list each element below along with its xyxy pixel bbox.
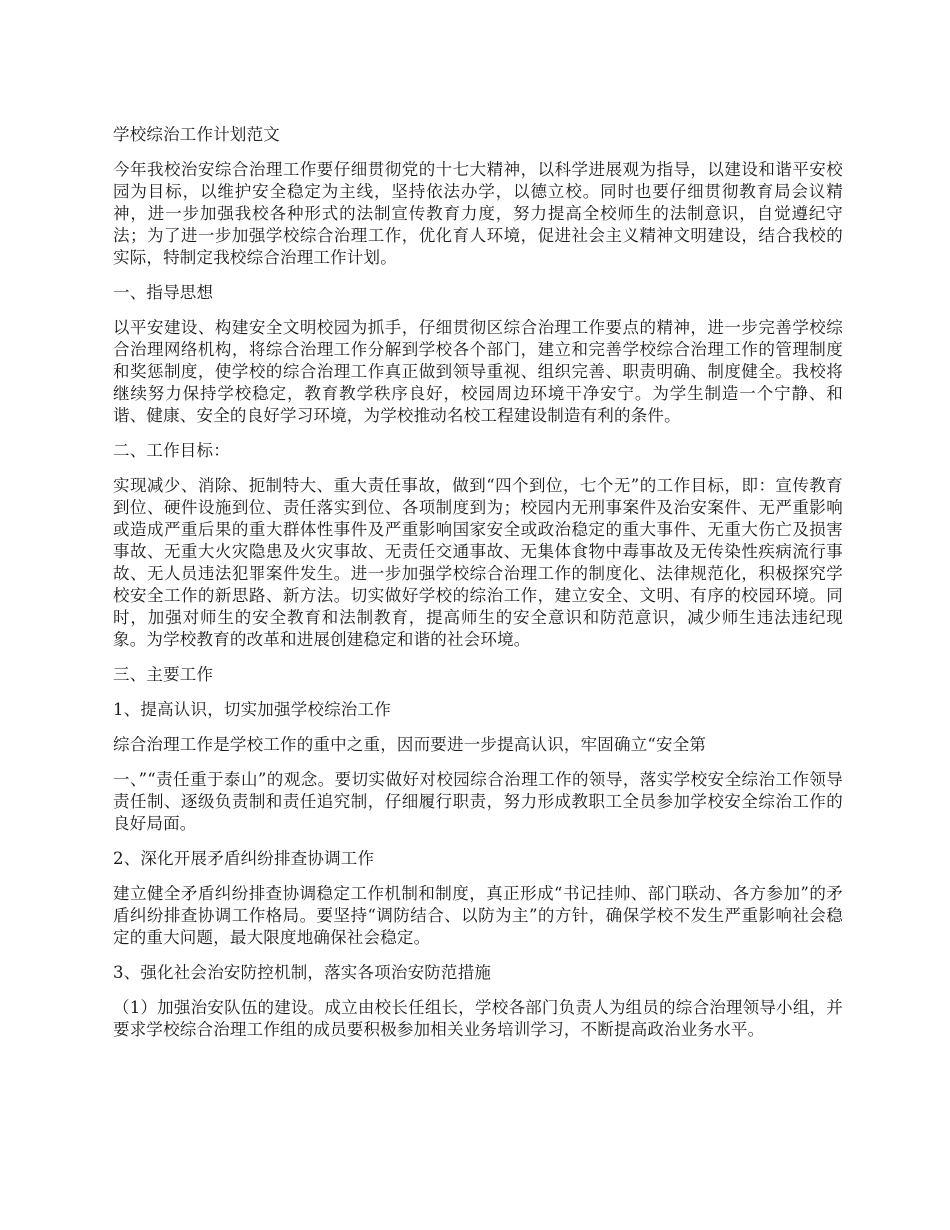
dispute-resolution-paragraph: 建立健全矛盾纠纷排查协调稳定工作机制和制度，真正形成“书记挂帅、部门联动、各方参加”的矛盾纠纷排查协调工作格局。要坚持“调防结合、以防为主”的方针，确保学校不发生严重影响社会稳定的重大问题，最大限度地确保社会稳定。 — [113, 884, 843, 947]
security-team-paragraph: （1）加强治安队伍的建设。成立由校长任组长，学校各部门负责人为组员的综合治理领导小组，并要求学校综合治理工作组的成员要积极参加相关业务培训学习，不断提高政治业务水平。 — [113, 998, 843, 1039]
raise-awareness-paragraph-2: 一、”“责任重于泰山”的观念。要切实做好对校园综合治理工作的领导，落实学校安全综治工作领导责任制、逐级负责制和责任追究制，仔细履行职责，努力形成教职工全员参加学校安全综治工作的良好局面。 — [113, 770, 843, 833]
subheading-security-prevention: 3、强化社会治安防控机制，落实各项治安防范措施 — [113, 963, 492, 982]
intro-paragraph: 今年我校治安综合治理工作要仔细贯彻党的十七大精神，以科学进展观为指导，以建设和谐平安校园为目标，以维护安全稳定为主线，坚持依法办学，以德立校。同时也要仔细贯彻教育局会议精神，进一步加强我校各种形式的法制宣传教育力度，努力提高全校师生的法制意识，自觉遵纪守法；为了进一步加强学校综合治理工作，优化育人环境，促进社会主义精神文明建设，结合我校的实际，特制定我校综合治理工作计划。 — [113, 160, 843, 267]
section-heading-work-goals: 二、工作目标： — [113, 441, 230, 460]
subheading-raise-awareness: 1、提高认识，切实加强学校综治工作 — [113, 700, 391, 719]
raise-awareness-paragraph-1: 综合治理工作是学校工作的重中之重，因而要进一步提高认识，牢固确立“安全第 — [113, 735, 707, 754]
guiding-ideology-paragraph: 以平安建设、构建安全文明校园为抓手，仔细贯彻区综合治理工作要点的精神，进一步完善学校综合治理网络机构，将综合治理工作分解到学校各个部门，建立和完善学校综合治理工作的管理制度和奖惩制度，使学校的综合治理工作真正做到领导重视、组织完善、职责明确、制度健全。我校将继续努力保持学校稳定，教育教学秩序良好，校园周边环境干净安宁。为学生制造一个宁静、和谐、健康、安全的良好学习环境，为学校推动名校工程建设制造有利的条件。 — [113, 318, 843, 425]
subheading-dispute-resolution: 2、深化开展矛盾纠纷排查协调工作 — [113, 849, 375, 868]
section-heading-main-work: 三、主要工作 — [113, 665, 214, 684]
document-title: 学校综治工作计划范文 — [113, 125, 280, 144]
work-goals-paragraph: 实现减少、消除、扼制特大、重大责任事故，做到“四个到位，七个无”的工作目标，即：宣传教育到位、硬件设施到位、责任落实到位、各项制度到为；校园内无刑事案件及治安案件、无严重影响或造成严重后果的重大群体性事件及严重影响国家安全或政治稳定的重大事件、无重大伤亡及损害事故、无重大火灾隐患及火灾事故、无责任交通事故、无集体食物中毒事故及无传染性疾病流行事故、无人员违法犯罪案件发生。进一步加强学校综合治理工作的制度化、法律规范化，积极探究学校安全工作的新思路、新方法。切实做好学校的综治工作，建立安全、文明、有序的校园环境。同时，加强对师生的安全教育和法制教育，提高师生的安全意识和防范意识，减少师生违法违纪现象。为学校教育的改革和进展创建稳定和谐的社会环境。 — [113, 476, 843, 649]
document-page — [113, 124, 843, 1054]
section-heading-guiding-ideology: 一、指导思想 — [113, 283, 214, 302]
